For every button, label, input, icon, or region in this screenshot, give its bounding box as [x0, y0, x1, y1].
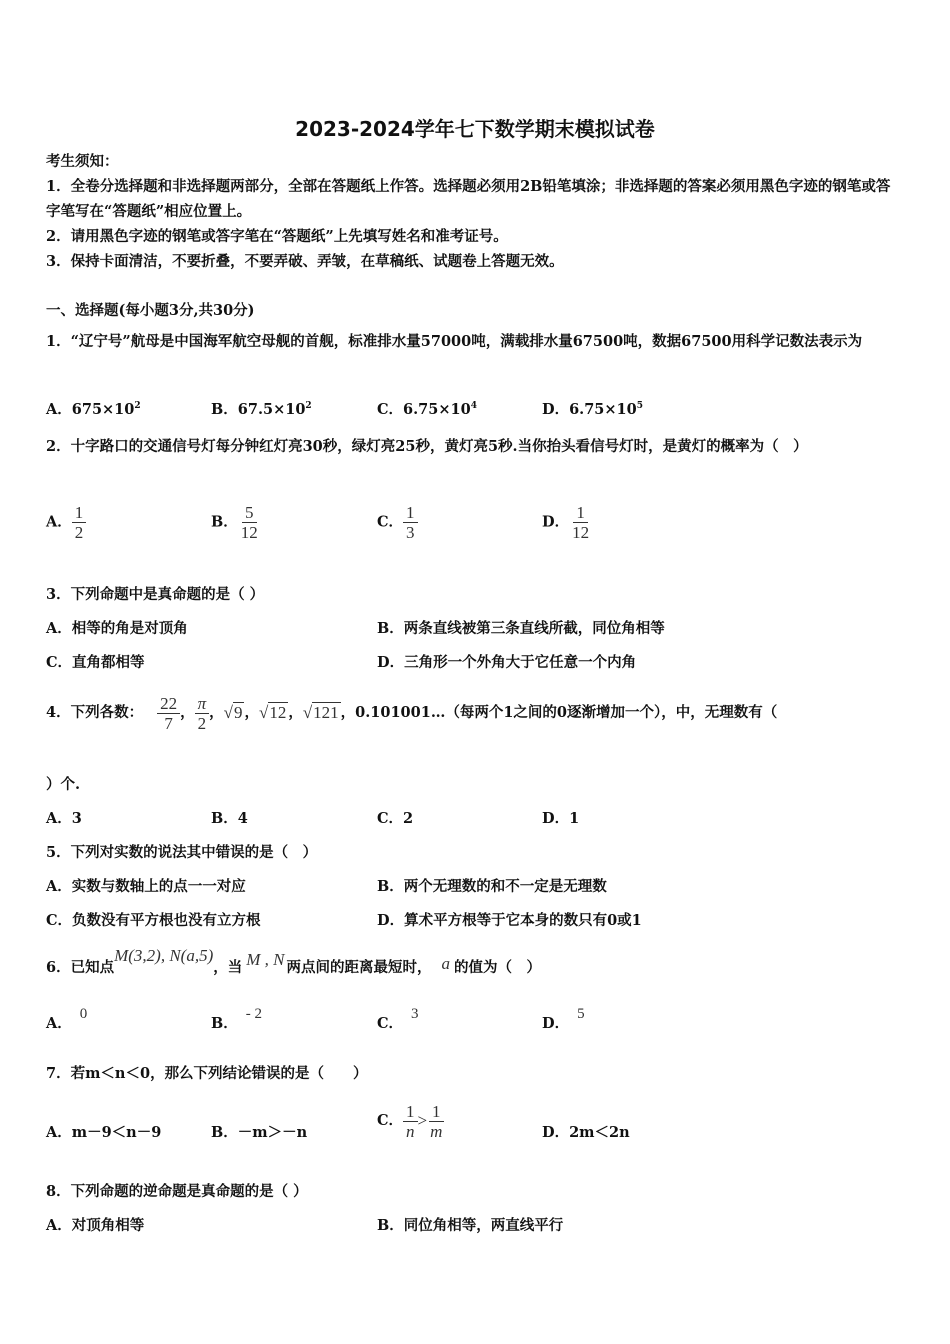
- q7-option-d: D．2m＜2n: [542, 1124, 630, 1141]
- q1-option-a: A．$675\times 10^2$: [46, 400, 141, 418]
- fraction: $\frac{1}{2}$: [72, 503, 87, 542]
- question-4-tail: ）个.: [46, 776, 81, 793]
- notice-item-1: 1．全卷分选择题和非选择题两部分，全部在答题纸上作答。选择题必须用2B铅笔填涂；非选择题的答案必须用黑色字迹的钢笔或答字笔写在“答题纸”相应位置上。: [46, 178, 891, 220]
- question-3-stem: 3．下列命题中是真命题的是（ ）: [46, 586, 265, 603]
- points-mn: M , N: [246, 950, 285, 969]
- question-7-stem: 7．若m＜n＜0，那么下列结论错误的是（ ）: [46, 1065, 368, 1082]
- q2-option-c: C． $\frac{1}{3}$: [377, 503, 418, 542]
- q5-option-d: D．算术平方根等于它本身的数只有0或1: [377, 912, 642, 929]
- q1-option-c: C．$6.75\times 10^4$: [377, 400, 477, 418]
- q3-option-c: C．直角都相等: [46, 654, 145, 671]
- fraction: $\frac{1}{m}$: [430, 1101, 443, 1141]
- question-2-stem: 2．十字路口的交通信号灯每分钟红灯亮30秒，绿灯亮25秒，黄灯亮5秒.当你抬头看信号灯时，是黄灯的概率为（ ）: [46, 438, 808, 455]
- notice-item-2: 2．请用黑色字迹的钢笔或答字笔在“答题纸”上先填写姓名和准考证号。: [46, 228, 508, 245]
- q2-option-a: A． $\frac{1}{2}$: [46, 503, 86, 542]
- q1-option-d: D．$6.75\times 10^5$: [542, 400, 643, 418]
- square-root: √9: [223, 703, 243, 722]
- notice-item-3: 3．保持卡面清洁，不要折叠，不要弄破、弄皱，在草稿纸、试题卷上答题无效。: [46, 253, 564, 270]
- q7-option-c: C． $\frac{1}{n}$ > $\frac{1}{m}$: [377, 1098, 445, 1144]
- q6-option-c: C．3: [377, 1006, 419, 1032]
- q4-option-c: C．2: [377, 810, 414, 827]
- q2-option-d: D． $\frac{1}{12}$: [542, 503, 592, 542]
- q5-option-a: A．实数与数轴上的点一一对应: [46, 878, 246, 895]
- square-root: √12: [258, 703, 287, 722]
- q8-option-b: B．同位角相等，两直线平行: [377, 1217, 564, 1234]
- fraction: $\frac{1}{n}$: [403, 1102, 418, 1141]
- q3-option-b: B．两条直线被第三条直线所截，同位角相等: [377, 620, 665, 637]
- q5-option-b: B．两个无理数的和不一定是无理数: [377, 878, 607, 895]
- question-5-stem: 5．下列对实数的说法其中错误的是（ ）: [46, 844, 318, 861]
- points-expression: M(3,2), N(a,5): [114, 946, 214, 965]
- q2-option-b: B． $\frac{5}{12}$: [211, 503, 261, 542]
- q8-option-a: A．对顶角相等: [46, 1217, 145, 1234]
- q4-option-d: D．1: [542, 810, 580, 827]
- fraction: $\frac{\pi}{2}$: [195, 694, 210, 733]
- section-heading: 一、选择题(每小题3分,共30分): [46, 302, 255, 319]
- q5-option-c: C．负数没有平方根也没有立方根: [46, 912, 261, 929]
- fraction: $\frac{1}{12}$: [572, 503, 590, 542]
- q3-option-a: A．相等的角是对顶角: [46, 620, 188, 637]
- q6-option-d: D．5: [542, 1006, 585, 1032]
- question-4-stem: 4．下列各数： $\frac{22}{7}$ ， $\frac{\pi}{2}$ ， √9 ， √12 ， √121 ，0.101001…（每两个1之间的0逐渐增加一个），中，无理数有（: [46, 693, 778, 733]
- q4-option-a: A．3: [46, 810, 82, 827]
- variable-a: a: [441, 954, 450, 973]
- fraction: $\frac{22}{7}$: [157, 694, 180, 733]
- notice-heading: 考生须知：: [46, 153, 119, 170]
- fraction: $\frac{5}{12}$: [240, 503, 258, 542]
- question-1-stem: 1．“辽宁号”航母是中国海军航空母舰的首舰，标准排水量57000吨，满载排水量67500吨，数据67500用科学记数法表示为: [46, 333, 863, 350]
- q7-option-b: B．－m＞－n: [211, 1124, 308, 1141]
- question-8-stem: 8．下列命题的逆命题是真命题的是（ ）: [46, 1183, 308, 1200]
- fraction: $\frac{1}{3}$: [403, 503, 418, 542]
- square-root: √121: [302, 703, 339, 722]
- q6-option-a: A．0: [46, 1006, 88, 1032]
- q4-option-b: B．4: [211, 810, 248, 827]
- q1-option-b: B．$67.5\times 10^2$: [211, 400, 312, 418]
- q3-option-d: D．三角形一个外角大于它任意一个内角: [377, 654, 637, 671]
- page-title: 2023-2024学年七下数学期末模拟试卷: [295, 117, 655, 141]
- q6-option-b: B．- 2: [211, 1006, 263, 1032]
- question-6-stem: 6．已知点 M(3,2), N(a,5) ，当 M , N 两点间的距离最短时， a 的值为（ ）: [46, 946, 541, 976]
- q7-option-a: A．m－9＜n－9: [46, 1124, 162, 1141]
